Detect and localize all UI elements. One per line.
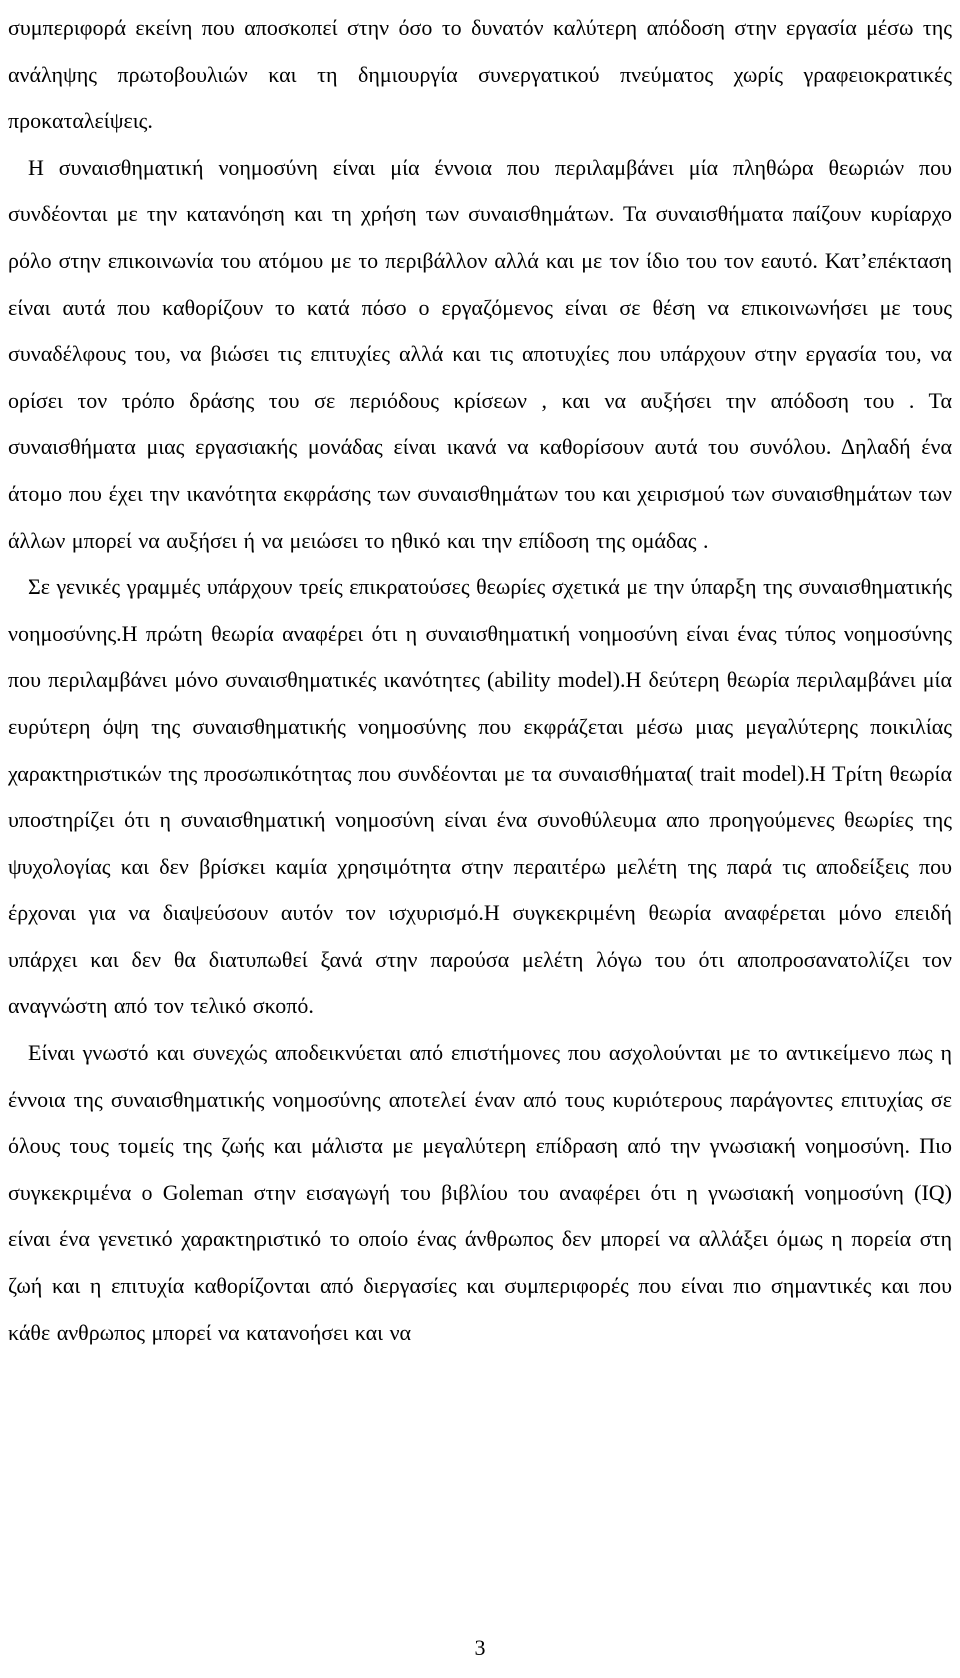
paragraph-three-theories: Σε γενικές γραμμές υπάρχουν τρείς επικρατούσες θεωρίες σχετικά με την ύπαρξη της συναισθηματικής νοημοσύνης.Η πρώτη θεωρία αναφέρει ότι η συναισθηματική νοημοσύνη είναι ένας τύπος νοημοσύνης που περιλαμβάνει μόνο συναισθηματικές ικανότητες (ability model).Η δεύτερη θεωρία περιλαμβάνει μία ευρύτερη όψη της συναισθηματικής νοημοσύνης που εκφράζεται μέσω μιας μεγαλύτερης ποικιλίας χαρακτηριστικών της προσωπικότητας που συνδέονται με τα συναισθήματα( trait model).Η Τρίτη θεωρία υποστηρίζει ότι η συναισθηματική νοημοσύνη είναι ένα συνοθύλευμα απο προηγούμενες θεωρίες της ψυχολογίας και δεν βρίσκει καμία χρησιμότητα στην περαιτέρω μελέτη της παρά τις αποδείξεις που έρχοναι για να διαψεύσουν αυτόν τον ισχυρισμό.Η συγκεκριμένη θεωρία αναφέρεται μόνο επειδή υπάρχει και δεν θα διατυπωθεί ξανά στην παρούσα μελέτη λόγω του ότι αποπροσανατολίζει τον αναγνώστη από τον τελικό σκοπό. [8, 574, 952, 1019]
paragraph-emotional-intelligence: Η συναισθηματική νοημοσύνη είναι μία έννοια που περιλαμβάνει μία πληθώρα θεωριών που συνδέονται με την κατανόηση και τη χρήση των συναισθημάτων. Τα συναισθήματα παίζουν κυρίαρχο ρόλο στην επικοινωνία του ατόμου με το περιβάλλον αλλά και με τον ίδιο του τον εαυτό. Κατ’επέκταση είναι αυτά που καθορίζουν το κατά πόσο ο εργαζόμενος είναι σε θέση να επικοινωνήσει με τους συναδέλφους του, να βιώσει τις επιτυχίες αλλά και τις αποτυχίες που υπάρχουν στην εργασία του, να ορίσει τον τρόπο δράσης του σε περιόδους κρίσεων , και να αυξήσει την απόδοση του . Τα συναισθήματα μιας εργασιακής μονάδας είναι ικανά να καθορίσουν αυτά του συνόλου. Δηλαδή ένα άτομο που έχει την ικανότητα εκφράσης των συναισθημάτων του και χειρισμού των συναισθημάτων των άλλων μπορεί να αυξήσει ή να μειώσει το ηθικό και την επίδοση της ομάδας . [8, 154, 952, 553]
paragraph-continuation: συμπεριφορά εκείνη που αποσκοπεί στην όσο το δυνατόν καλύτερη απόδοση στην εργασία μέσω της ανάληψης πρωτοβουλιών και τη δημιουργία συνεργατικού πνεύματος χωρίς γραφειοκρατικές προκαταλείψεις. [8, 15, 952, 134]
body-text [8, 5, 952, 1356]
page-number: 3 [474, 1635, 486, 1660]
paragraph-goleman: Είναι γνωστό και συνεχώς αποδεικνύεται από επιστήμονες που ασχολούνται με το αντικείμενο πως η έννοια της συναισθηματικής νοημοσύνης αποτελεί έναν από τους κυριότερους παράγοντες επιτυχίας σε όλους τους τομείς της ζωής και μάλιστα με μεγαλύτερη επίδραση από την γνωσιακή νοημοσύνη. Πιο συγκεκριμένα ο Goleman στην εισαγωγή του βιβλίου του αναφέρει ότι η γνωσιακή νοημοσύνη (IQ) είναι ένα γενετικό χαρακτηριστικό το οποίο ένας άνθρωπος δεν μπορεί να αλλάξει όμως η πορεία στη ζωή και η επιτυχία καθορίζονται από διεργασίες και συμπεριφορές που είναι πιο σημαντικές και που κάθε ανθρωπος μπορεί να κατανοήσει και να [8, 1040, 952, 1345]
